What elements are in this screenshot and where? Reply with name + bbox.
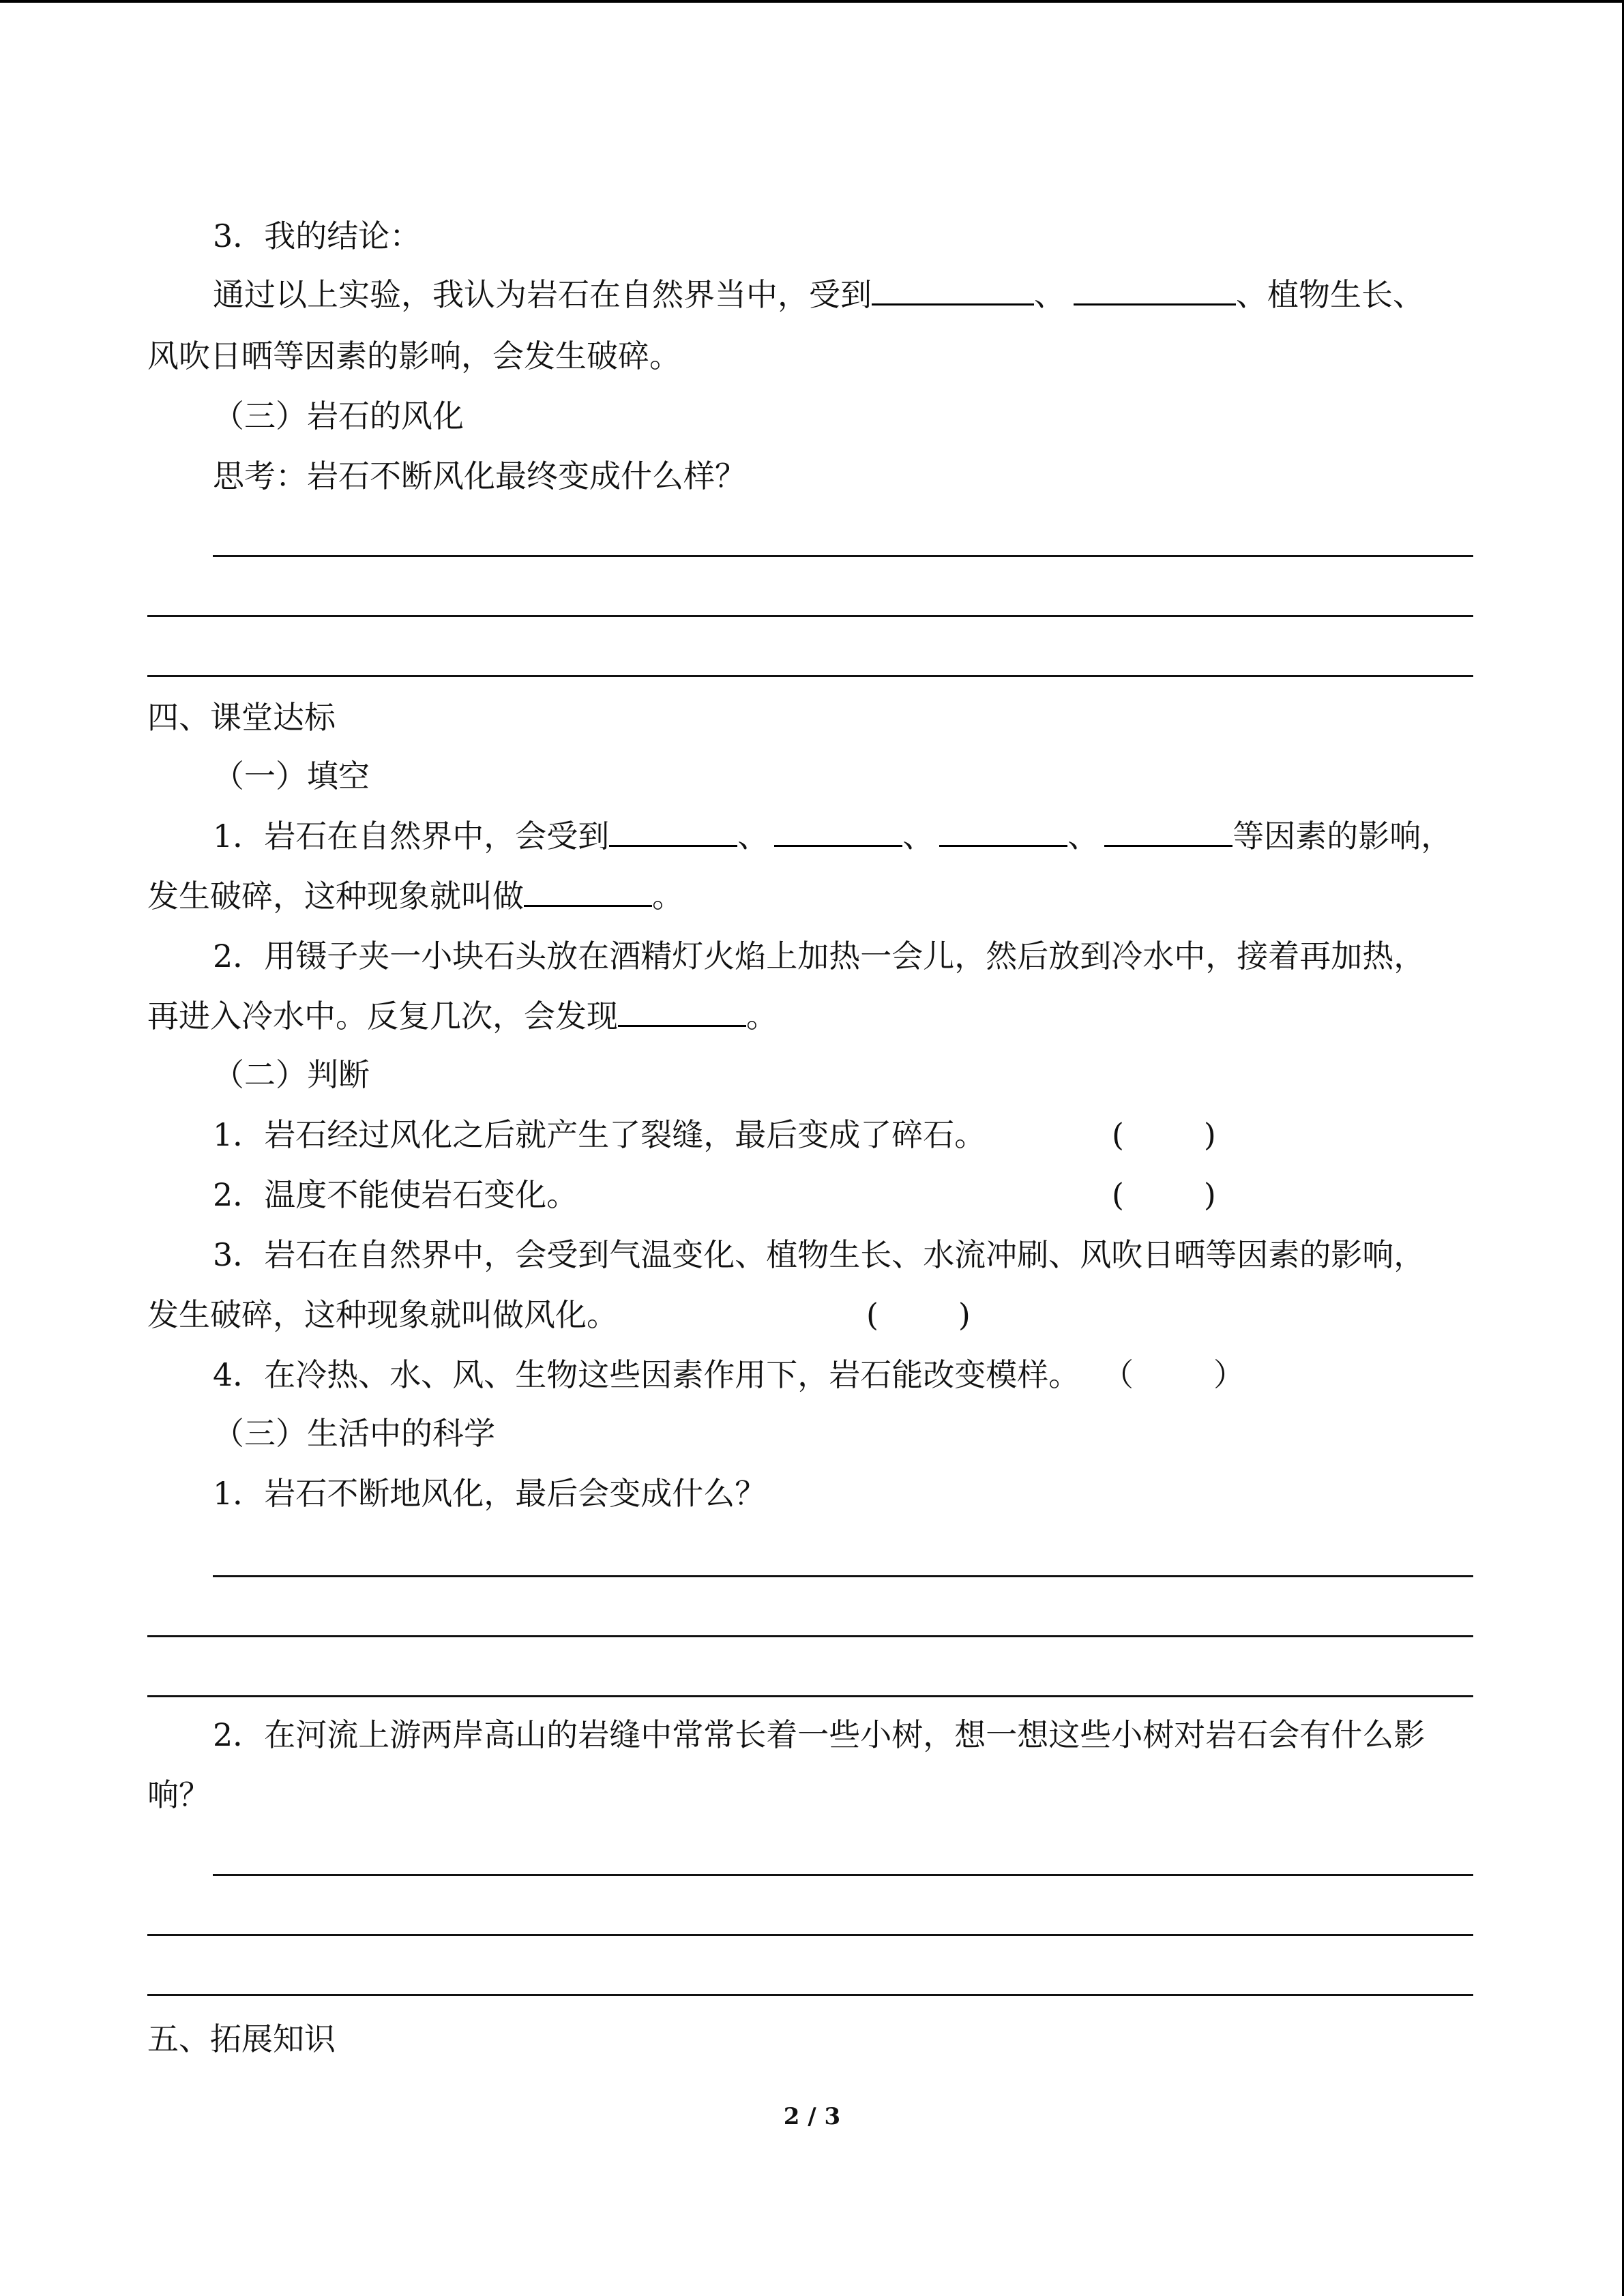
answer-line[interactable]	[213, 1575, 1473, 1577]
judge-q4: 4．在冷热、水、风、生物这些因素作用下，岩石能改变模样。	[213, 1356, 1080, 1393]
answer-blank[interactable]	[939, 818, 1067, 847]
classwork-heading: 四、课堂达标	[147, 699, 336, 736]
answer-line[interactable]	[147, 1934, 1473, 1936]
answer-line[interactable]	[213, 1874, 1473, 1876]
conclusion-line2: 风吹日晒等因素的影响，会发生破碎。	[147, 338, 681, 374]
page-number: 2 / 3	[783, 2103, 841, 2130]
answer-line[interactable]	[213, 555, 1473, 557]
answer-line[interactable]	[147, 1635, 1473, 1637]
answer-blank[interactable]	[618, 998, 746, 1027]
fill-q2-line2-pre: 再进入冷水中。反复几次，会发现	[147, 998, 618, 1034]
fill-q1-post: 等因素的影响，	[1232, 818, 1453, 854]
fill-heading: （一）填空	[213, 758, 370, 794]
judge-q1: 1．岩石经过风化之后就产生了裂缝，最后变成了碎石。	[213, 1116, 986, 1153]
answer-blank[interactable]	[609, 818, 737, 847]
fill-q1-line1	[213, 817, 1452, 855]
answer-blank[interactable]	[872, 276, 1034, 305]
judge-q3-answer[interactable]: ( )	[866, 1296, 971, 1333]
life-q2-line1: 2．在河流上游两岸高山的岩缝中常常长着一些小树，想一想这些小树对岩石会有什么影	[213, 1716, 1426, 1753]
answer-line[interactable]	[147, 615, 1473, 617]
judge-q2-answer[interactable]: ( )	[1112, 1176, 1216, 1213]
separator: 、	[737, 818, 769, 854]
separator: 、	[902, 818, 934, 854]
answer-line[interactable]	[147, 1994, 1473, 1996]
fill-q1-line2-pre: 发生破碎，这种现象就叫做	[147, 878, 524, 914]
separator: 、	[1034, 276, 1065, 313]
answer-line[interactable]	[147, 1695, 1473, 1697]
conclusion-line1-post: 、植物生长、	[1236, 276, 1424, 313]
life-q2-line2: 响？	[147, 1776, 210, 1813]
fill-q2-line1: 2．用镊子夹一小块石头放在酒精灯火焰上加热一会儿，然后放到冷水中，接着再加热，	[213, 938, 1426, 974]
answer-blank[interactable]	[774, 818, 902, 847]
conclusion-line1	[213, 275, 1424, 314]
life-q1: 1．岩石不断地风化，最后会变成什么？	[213, 1475, 767, 1512]
fill-q2-line2	[147, 997, 778, 1035]
conclusion-title: 3．我的结论：	[213, 218, 422, 254]
answer-blank[interactable]	[1104, 818, 1232, 847]
fill-q1-pre: 1．岩石在自然界中，会受到	[213, 818, 610, 854]
conclusion-line1-pre: 通过以上实验，我认为岩石在自然界当中，受到	[213, 276, 872, 313]
answer-blank[interactable]	[524, 878, 652, 907]
judge-q3-line2: 发生破碎，这种现象就叫做风化。	[147, 1296, 618, 1333]
judge-q1-answer[interactable]: ( )	[1112, 1116, 1216, 1153]
judge-q2: 2．温度不能使岩石变化。	[213, 1176, 578, 1213]
judge-heading: （二）判断	[213, 1056, 370, 1093]
answer-blank[interactable]	[1074, 276, 1236, 305]
weathering-heading: （三）岩石的风化	[213, 398, 464, 434]
judge-q3-line1: 3．岩石在自然界中，会受到气温变化、植物生长、水流冲刷、风吹日晒等因素的影响，	[213, 1236, 1426, 1273]
life-heading: （三）生活中的科学	[213, 1415, 495, 1452]
top-border	[0, 0, 1624, 3]
weathering-question: 思考：岩石不断风化最终变成什么样？	[213, 458, 746, 494]
judge-q4-answer[interactable]: （ ）	[1102, 1356, 1245, 1393]
period: 。	[746, 998, 778, 1034]
separator: 、	[1067, 818, 1099, 854]
answer-line[interactable]	[147, 675, 1473, 677]
period: 。	[652, 878, 683, 914]
fill-q1-line2	[147, 877, 683, 915]
extension-heading: 五、拓展知识	[147, 2021, 336, 2057]
